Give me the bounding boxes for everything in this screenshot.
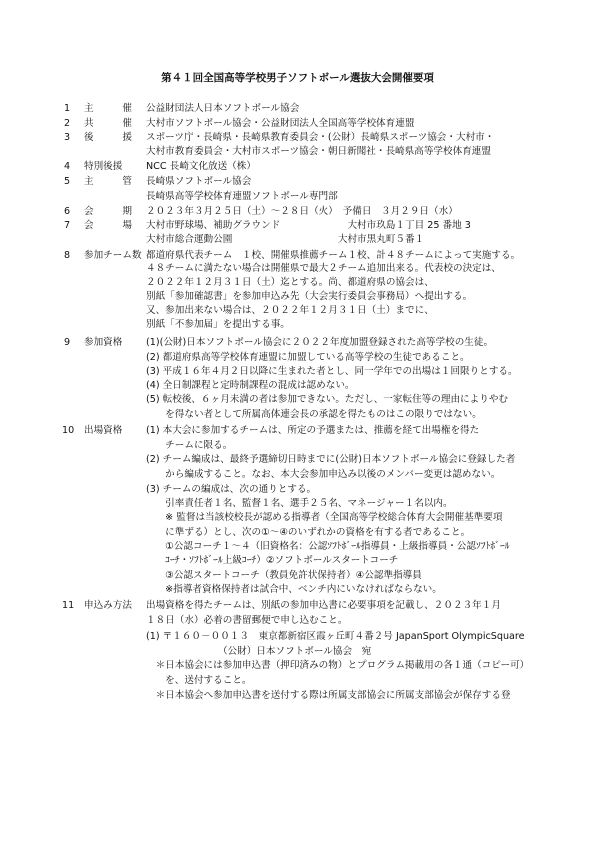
section-label: 特別後援: [84, 161, 123, 172]
section-label: 参加資格: [84, 337, 123, 348]
section-number: 9: [64, 337, 71, 348]
section-number: 4: [64, 161, 71, 172]
section-text-line: を、送付すること。: [146, 675, 252, 686]
section-label: 主 催: [84, 103, 132, 114]
section-text-line: 長崎県ソフトボール協会: [146, 176, 252, 187]
section-number: 6: [64, 206, 71, 217]
section-label: 後 援: [84, 132, 132, 143]
section-number: 8: [64, 250, 71, 261]
section-label: 参加チーム数: [84, 250, 142, 261]
section-label: 申込み方法: [84, 600, 132, 611]
section-text-line: 又、参加出来ない場合は、２０２２年１２月３１日（土）までに、: [146, 305, 434, 316]
section-text-line: ①公認コーチ１～４（旧資格名：公認ｿﾌﾄﾎﾞｰﾙ指導員・上級指導員・公認ｿﾌﾄﾎﾞｰﾙ: [146, 541, 510, 552]
section-label: 会 期: [84, 206, 132, 217]
section-label: 主 管: [84, 176, 132, 187]
section-text-line: を得ない者として所属高体連会長の承認を得たものはこの限りではない。: [146, 409, 482, 420]
section-number: 2: [64, 118, 71, 129]
section-text-line: (1) 本大会に参加するチームは、所定の予選または、推薦を経て出場権を得た: [146, 425, 480, 436]
section-text-line: (1) 〒１６０－００１３ 東京都新宿区霞ヶ丘町４番２号 JapanSport OlympicSquare: [146, 631, 525, 642]
section-text-line: 大村市野球場、補助グラウンド 大村市玖島１丁目 25 番地 3: [146, 220, 471, 231]
section-text-line: NCC 長崎文化放送（株）: [146, 161, 256, 172]
section-text-line: ｺｰﾁ・ｿﾌﾄﾎﾞｰﾙ上級ｺｰﾁ）②ソフトボールスタートコーチ: [146, 555, 399, 566]
section-number: 10: [62, 425, 75, 436]
section-text-line: (3) 平成１６年４月２日以降に生まれた者とし、同一学年での出場は１回限りとする。: [146, 366, 518, 377]
section-text-line: 公益財団法人日本ソフトボール協会: [146, 103, 300, 114]
section-text-line: (5) 転校後、６ヶ月未満の者は参加できない。ただし、一家転住等の理由によりやむ: [146, 394, 509, 405]
section-text-line: 長崎県高等学校体育連盟ソフトボール専門部: [146, 191, 338, 202]
section-number: 3: [64, 132, 71, 143]
section-text-line: ※指導者資格保持者は試合中、ベンチ内にいなければならない。: [146, 584, 442, 595]
section-text-line: (2) 都道府県高等学校体育連盟に加盟している高等学校の生徒であること。: [146, 352, 470, 363]
section-number: 7: [64, 220, 71, 231]
section-text-line: （公財）日本ソフトボール協会 宛: [146, 646, 372, 657]
section-text-line: ２０２３年３月２５日（土）～２８日（火） 予備日 ３月２９日（水）: [146, 206, 458, 217]
section-text-line: ※ 監督は当該校校長が認める指導者（全国高等学校総合体育大会開催基準要項: [146, 512, 503, 523]
section-text-line: ＊日本協会には参加申込書（押印済みの物）とプログラム掲載用の各１通（コピー可）: [146, 660, 530, 671]
section-text-line: 大村市教育委員会・大村市スポーツ協会・朝日新聞社・長崎県高等学校体育連盟: [146, 146, 491, 157]
section-text-line: 引率責任者１名、監督１名、選手２５名、マネージャー１名以内。: [146, 498, 453, 509]
section-text-line: ＊日本協会へ参加申込書を送付する際は所属支部協会に所属支部協会が保存する登: [146, 690, 511, 701]
section-text-line: チームに限る。: [146, 440, 233, 451]
section-number: 5: [64, 176, 71, 187]
section-text-line: 出場資格を得たチームは、別紙の参加申込書に必要事項を記載し、２０２３年１月: [146, 600, 501, 611]
section-text-line: に準ずる）とし、次の①～④のいずれかの資格を有する者であること。: [146, 527, 471, 538]
section-text-line: 別紙「不参加届」を提出する事。: [146, 319, 290, 330]
section-label: 出場資格: [84, 425, 123, 436]
section-number: 11: [62, 600, 75, 611]
section-text-line: 都道府県代表チーム １校、開催県推薦チーム１校、計４８チームによって実施する。: [146, 250, 521, 261]
section-text-line: ４８チームに満たない場合は開催県で最大２チーム追加出来る。代表校の決定は、: [146, 263, 501, 274]
section-label: 共 催: [84, 118, 132, 129]
section-number: 1: [64, 103, 71, 114]
section-text-line: １８日（水）必着の書留郵便で申し込むこと。: [146, 615, 348, 626]
section-text-line: スポーツ庁・長崎県・長崎県教育委員会・(公財）長崎県スポーツ協会・大村市・: [146, 132, 495, 143]
section-label: 会 場: [84, 220, 132, 231]
section-text-line: ③公認スタートコーチ（教員免許状保持者）④公認準指導員: [146, 570, 422, 581]
section-text-line: (2) チーム編成は、最終予選締切日時までに(公財)日本ソフトボール協会に登録した者: [146, 454, 516, 465]
section-text-line: 大村市ソフトボール協会・公益財団法人全国高等学校体育連盟: [146, 118, 415, 129]
section-text-line: 大村市総合運動公園 大村市黒丸町５番１: [146, 234, 425, 245]
section-text-line: ２０２２年１２月３１日（土）迄とする。尚、都道府県の協会は、: [146, 277, 434, 288]
section-text-line: から編成すること。なお、本大会参加申込み以後のメンバー変更は認めない。: [146, 469, 501, 480]
document-title: 第４１回全国高等学校男子ソフトボール選抜大会開催要項: [161, 72, 434, 84]
section-text-line: 別紙「参加確認書」を参加申込み先（大会実行委員会事務局）へ提出する。: [146, 291, 473, 302]
section-text-line: (1)(公財)日本ソフトボール協会に２０２２年度加盟登録された高等学校の生徒。: [146, 337, 494, 348]
section-text-line: (4) 全日制課程と定時制課程の混成は認めない。: [146, 380, 355, 391]
section-text-line: (3) チームの編成は、次の通りとする。: [146, 484, 317, 495]
